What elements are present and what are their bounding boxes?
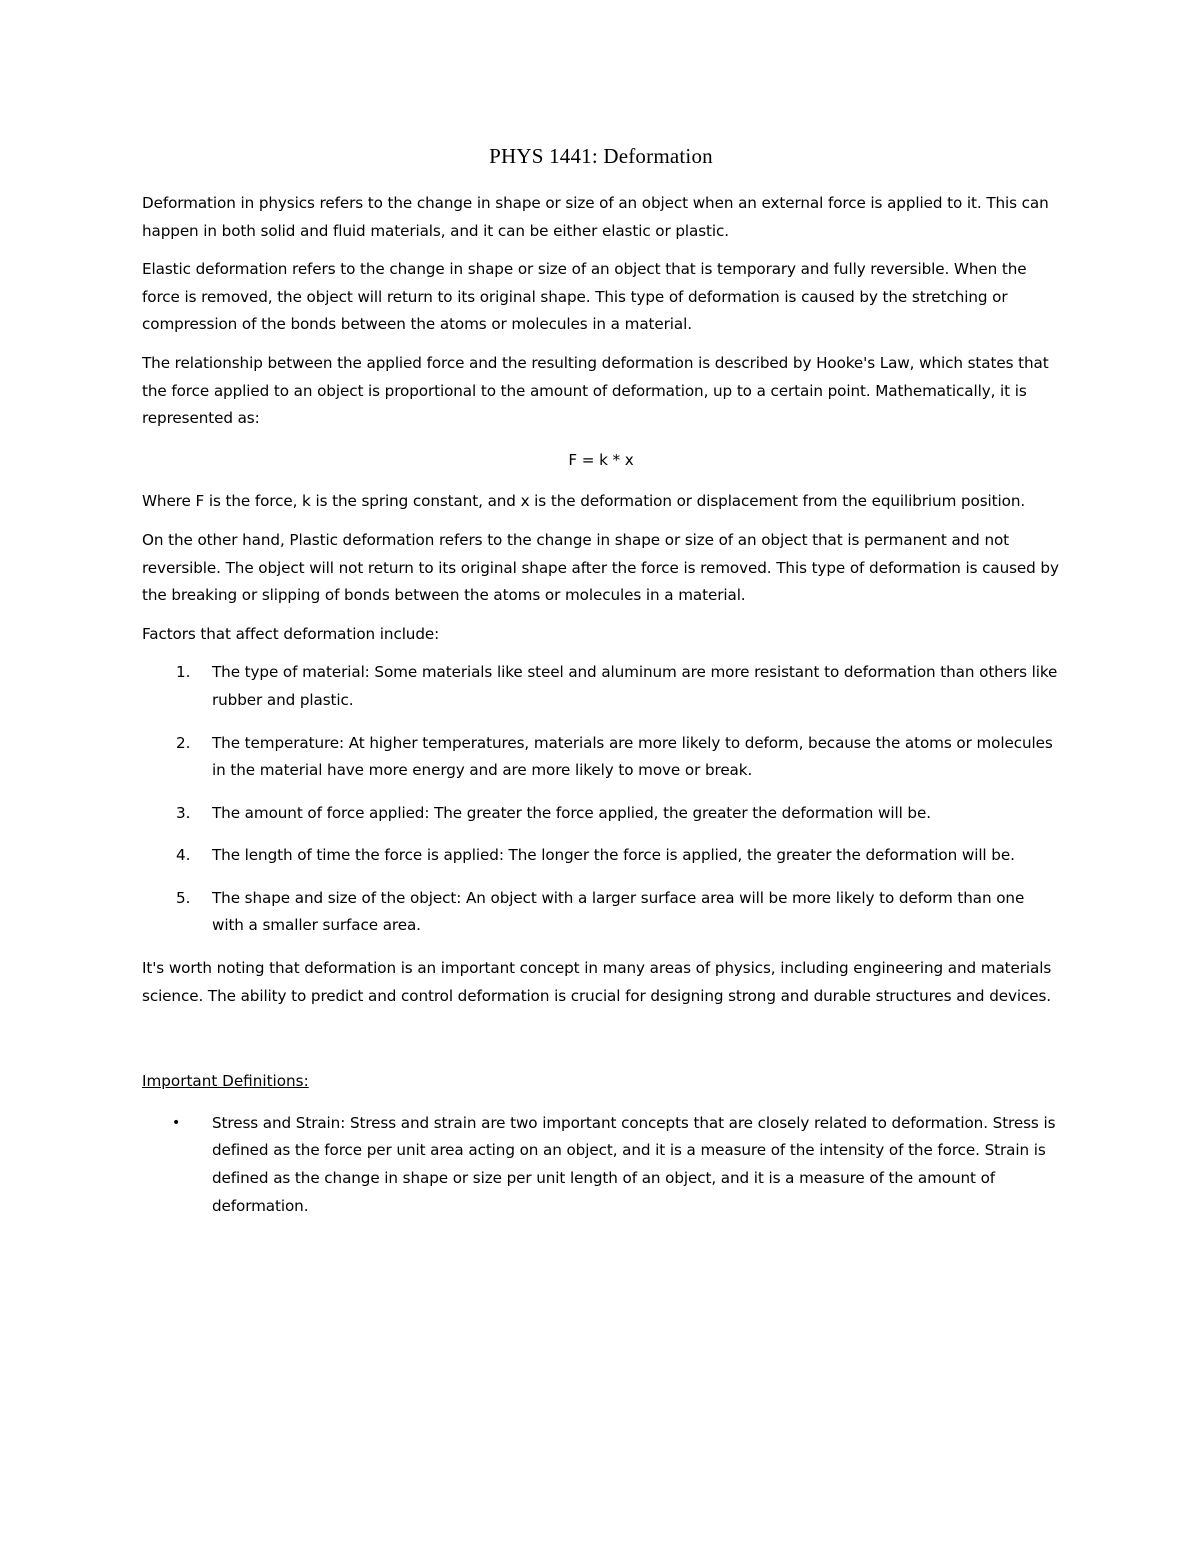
list-number: 3. — [176, 803, 191, 822]
list-number: 2. — [176, 733, 191, 752]
intro-paragraph: Deformation in physics refers to the change in shape or size of an object when an external force is applied to it. This can happen in both solid and fluid materials, and it can be either elastic or plastic. — [142, 194, 1049, 240]
definition-item — [142, 1110, 1060, 1220]
definitions-heading: Important Definitions: — [142, 1072, 309, 1091]
list-item — [142, 800, 1060, 828]
definitions-list — [142, 1110, 1060, 1220]
equation-explanation-paragraph: Where F is the force, k is the spring constant, and x is the deformation or displacement from the equilibrium position. — [142, 492, 1026, 511]
hookes-law-paragraph: The relationship between the applied force and the resulting deformation is described by Hooke's Law, which states that the force applied to an object is proportional to the amount of deformation, up to a certain point. Mathematically, it is represented as: — [142, 353, 1049, 428]
list-item-text: The amount of force applied: The greater the force applied, the greater the deformation will be. — [212, 803, 931, 822]
list-item — [142, 730, 1060, 785]
list-item — [142, 842, 1060, 870]
list-number: 1. — [176, 663, 191, 682]
factors-list — [142, 659, 1060, 940]
list-number: 4. — [176, 846, 191, 865]
list-item-text: The length of time the force is applied: The longer the force is applied, the greater the deformation will be. — [212, 846, 1015, 865]
list-item — [142, 885, 1060, 940]
list-item-text: The temperature: At higher temperatures, materials are more likely to deform, because the atoms or molecules in the material have more energy and are more likely to move or break. — [212, 733, 1053, 780]
plastic-deformation-paragraph: On the other hand, Plastic deformation refers to the change in shape or size of an object that is permanent and not reversible. The object will not return to its original shape after the force is removed. This type of deformation is caused by the breaking or slipping of bonds between the atoms or molecules in a material. — [142, 530, 1059, 605]
list-item — [142, 659, 1060, 714]
factors-intro: Factors that affect deformation include: — [142, 624, 440, 643]
document-title: PHYS 1441: Deformation — [489, 144, 713, 168]
closing-paragraph: It's worth noting that deformation is an important concept in many areas of physics, including engineering and materials science. The ability to predict and control deformation is crucial for designing strong and durable structures and devices. — [142, 959, 1052, 1005]
list-item-text: The shape and size of the object: An object with a larger surface area will be more likely to deform than one with a smaller surface area. — [212, 888, 1025, 935]
definition-text: Stress and Strain: Stress and strain are two important concepts that are closely related to deformation. Stress is defined as the force per unit area acting on an object, and it is a measure of the intensity of the force. Strain is defined as the change in shape or size per unit length of an object, and it is a measure of the amount of deformation. — [212, 1113, 1056, 1215]
list-item-text: The type of material: Some materials like steel and aluminum are more resistant to deformation than others like rubber and plastic. — [212, 663, 1058, 709]
hookes-law-equation: F = k * x — [568, 450, 634, 469]
bullet-icon: • — [172, 1114, 181, 1131]
list-number: 5. — [176, 888, 191, 907]
elastic-deformation-paragraph: Elastic deformation refers to the change in shape or size of an object that is temporary and fully reversible. When the force is removed, the object will return to its original shape. This type of deformation is caused by the stretching or compression of the bonds between the atoms or molecules in a material. — [142, 260, 1027, 334]
